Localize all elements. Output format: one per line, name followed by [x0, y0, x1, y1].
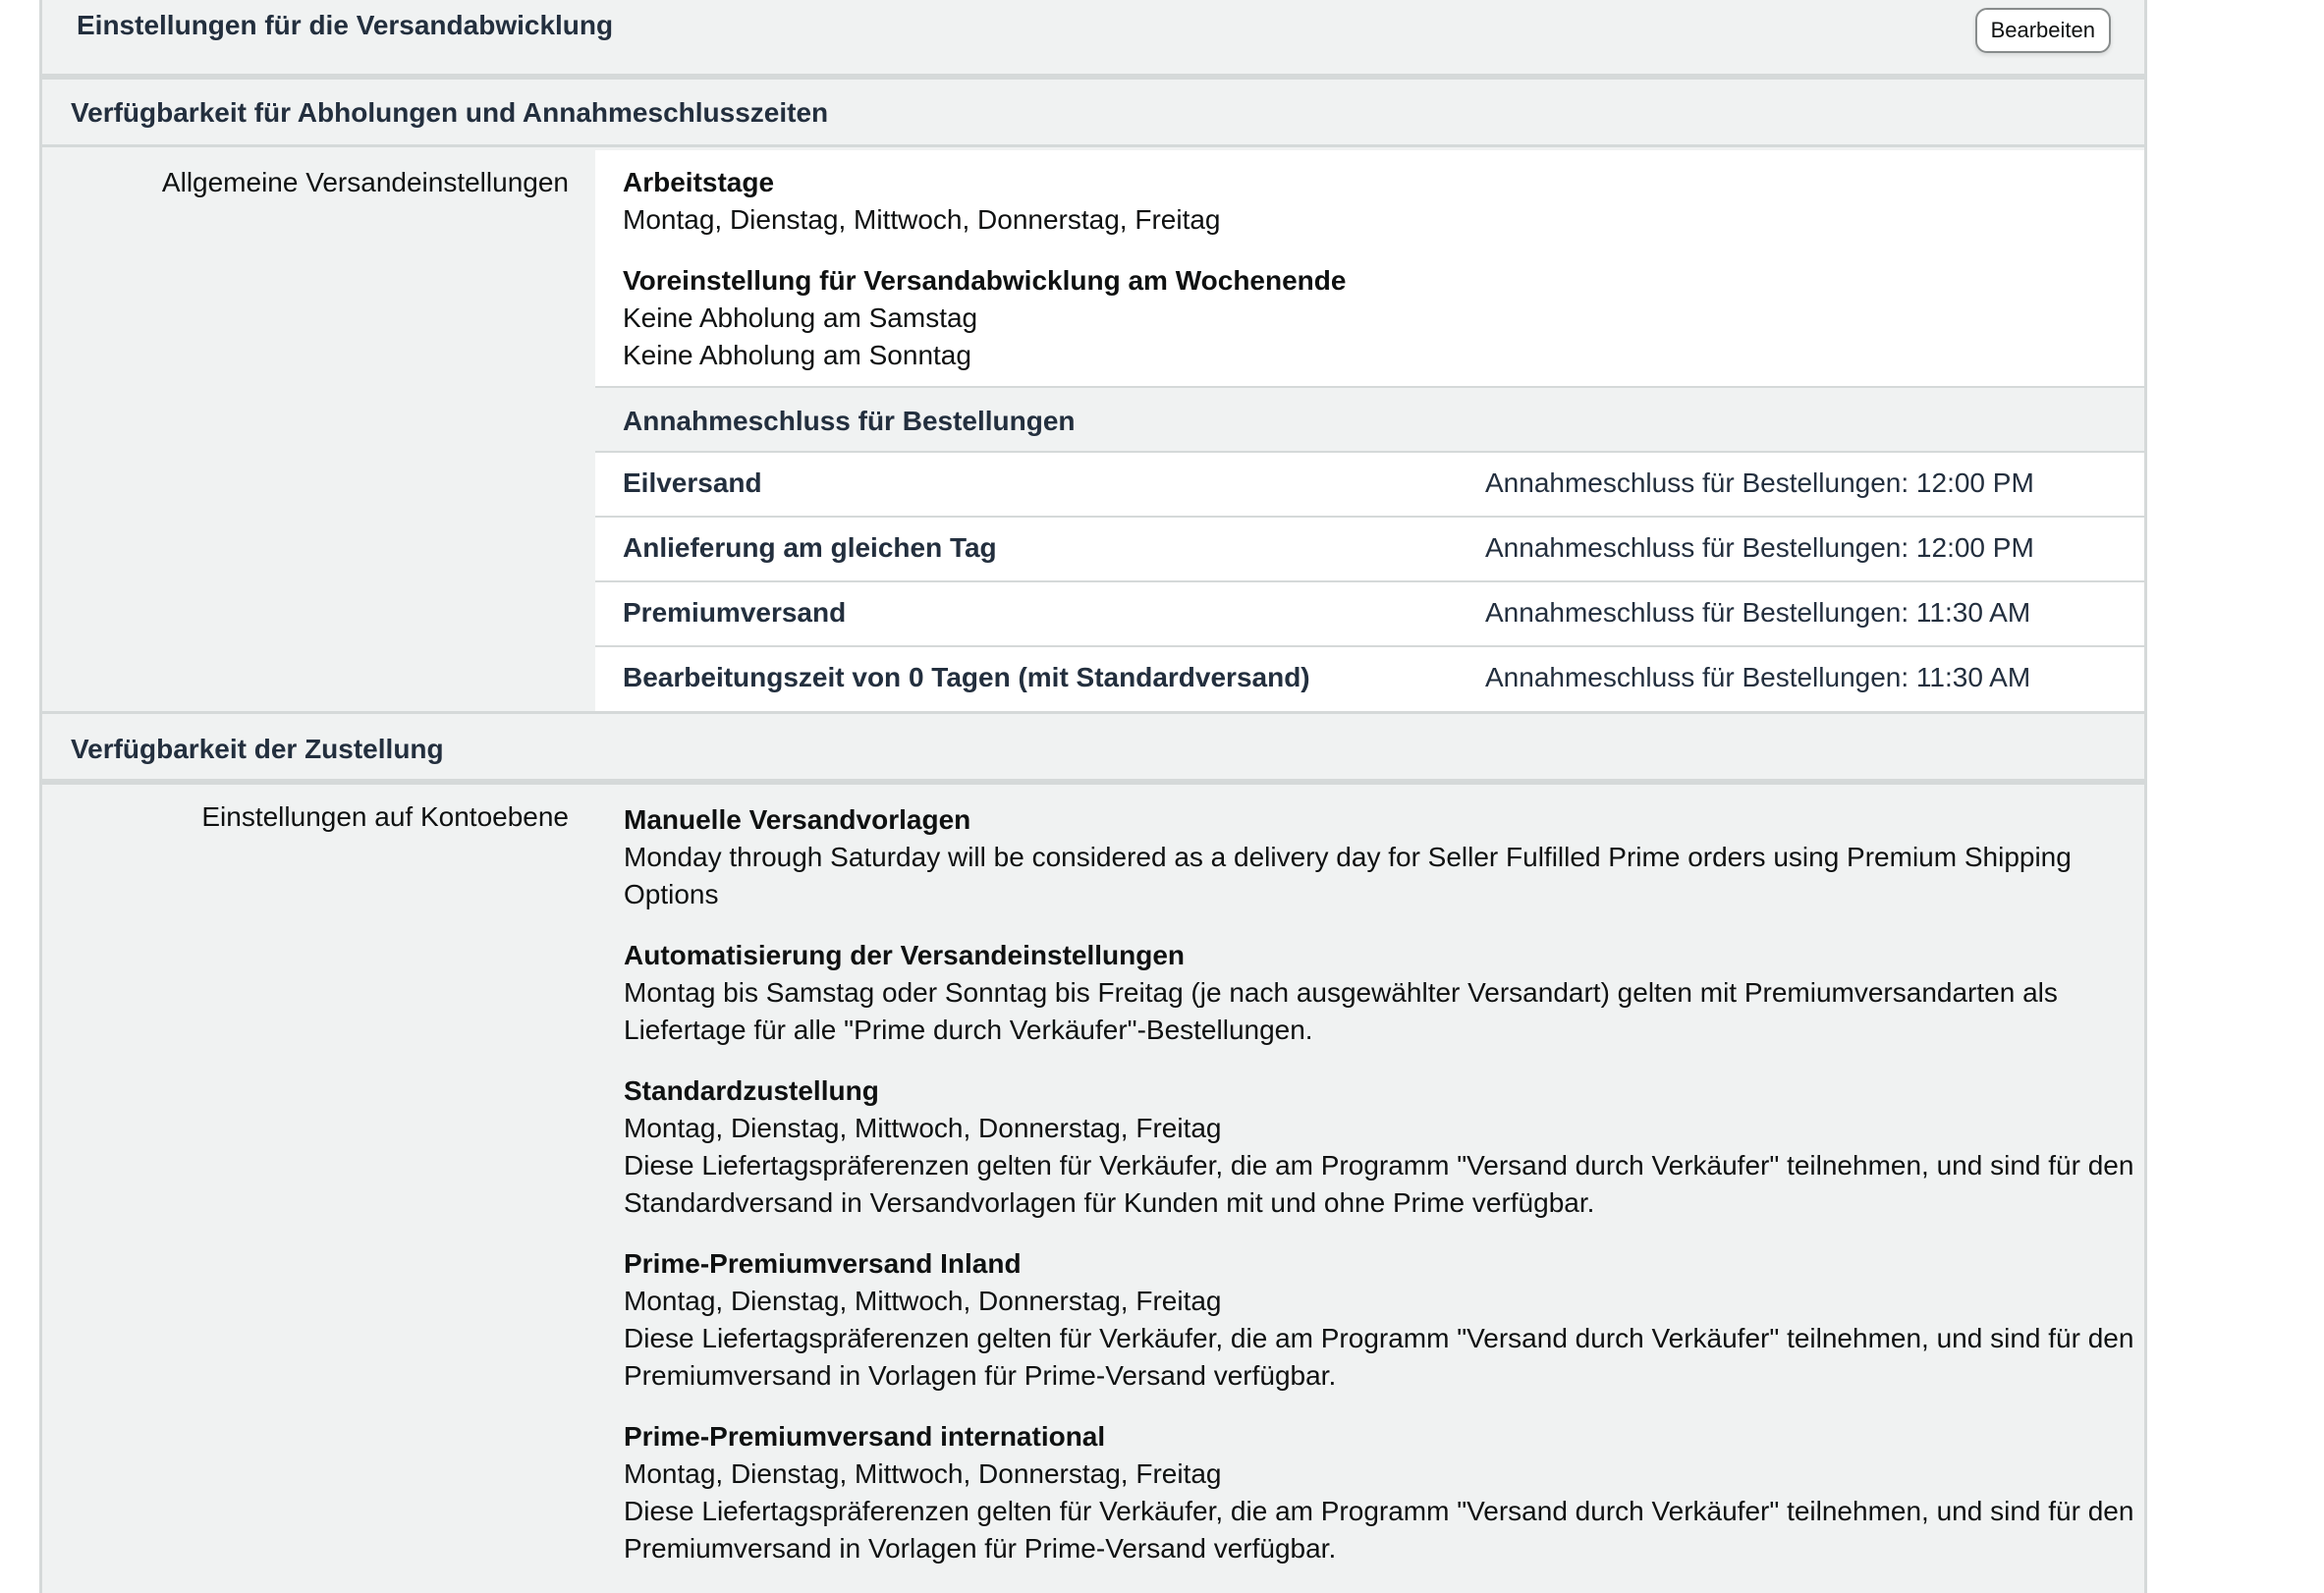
- delivery-block-days: Montag, Dienstag, Mittwoch, Donnerstag, Freitag: [624, 1458, 1222, 1489]
- delivery-block-title: Automatisierung der Versandeinstellungen: [624, 940, 1186, 970]
- divider: [42, 782, 2144, 785]
- cutoff-row-value: Annahmeschluss für Bestellungen: 11:30 AM: [1485, 597, 2031, 628]
- delivery-block: [624, 1418, 2171, 1567]
- delivery-block-title: Prime-Premiumversand Inland: [624, 1248, 1022, 1279]
- edit-button[interactable]: Bearbeiten: [1975, 8, 2111, 53]
- delivery-block-text: Diese Liefertagspräferenzen gelten für Verkäufer, die am Programm "Versand durch Verkäufer" teilnehmen, und sind für den Premiumversand in Vorlagen für Prime-Versand verfügbar.: [624, 1323, 2134, 1391]
- shipping-settings-panel: [39, 0, 2147, 1593]
- cutoff-row-name: Bearbeitungszeit von 0 Tagen (mit Standardversand): [623, 662, 1310, 692]
- delivery-section-header: [42, 711, 2144, 782]
- delivery-block-text: Diese Liefertagspräferenzen gelten für Verkäufer, die am Programm "Versand durch Verkäufer" teilnehmen, und sind für den Premiumversand in Vorlagen für Prime-Versand verfügbar.: [624, 1496, 2134, 1564]
- working-days-title: Arbeitstage: [623, 167, 775, 197]
- cutoff-row-name: Eilversand: [623, 467, 762, 498]
- delivery-block: [624, 801, 2171, 913]
- delivery-block: [624, 1245, 2171, 1395]
- cutoff-row-value: Annahmeschluss für Bestellungen: 12:00 PM: [1485, 532, 2034, 563]
- delivery-block-text: Montag bis Samstag oder Sonntag bis Freitag (je nach ausgewählter Versandart) gelten mit Premiumversandarten als Liefertage für alle "Prime durch Verkäufer"-Bestellungen.: [624, 977, 2058, 1045]
- weekend-sunday-value: Keine Abholung am Sonntag: [623, 340, 971, 370]
- cutoff-row-value: Annahmeschluss für Bestellungen: 12:00 PM: [1485, 467, 2034, 498]
- delivery-block-text: Diese Liefertagspräferenzen gelten für Verkäufer, die am Programm "Versand durch Verkäufer" teilnehmen, und sind für den Standardversand in Versandvorlagen für Kunden mit und ohne Prime verfügbar.: [624, 1150, 2134, 1218]
- general-shipping-settings-label: Allgemeine Versandeinstellungen: [161, 167, 569, 197]
- cutoff-row-value: Annahmeschluss für Bestellungen: 11:30 AM: [1485, 662, 2031, 692]
- panel-header: [42, 0, 2144, 77]
- cutoff-row: [595, 582, 2144, 647]
- account-level-settings-label: Einstellungen auf Kontoebene: [201, 801, 569, 832]
- delivery-block-days: Montag, Dienstag, Mittwoch, Donnerstag, Freitag: [624, 1286, 1222, 1316]
- cutoff-header: [595, 386, 2144, 453]
- pickup-settings-details: [595, 150, 2144, 387]
- pickup-section-title: Verfügbarkeit für Abholungen und Annahmeschlusszeiten: [71, 97, 829, 128]
- delivery-block-days: Montag, Dienstag, Mittwoch, Donnerstag, Freitag: [624, 1113, 1222, 1143]
- working-days-value: Montag, Dienstag, Mittwoch, Donnerstag, Freitag: [623, 204, 1221, 235]
- delivery-block-title: Standardzustellung: [624, 1075, 879, 1106]
- delivery-block: [624, 937, 2171, 1049]
- page-title: Einstellungen für die Versandabwicklung: [77, 10, 614, 40]
- cutoff-title: Annahmeschluss für Bestellungen: [623, 406, 1076, 436]
- cutoff-row: [595, 453, 2144, 518]
- pickup-section-header: [42, 77, 2144, 147]
- cutoff-row-name: Anlieferung am gleichen Tag: [623, 532, 997, 563]
- delivery-settings-details: [624, 801, 2171, 1591]
- delivery-section-title: Verfügbarkeit der Zustellung: [71, 734, 444, 764]
- delivery-block-text: Monday through Saturday will be considered as a delivery day for Seller Fulfilled Prime orders using Premium Shipping Options: [624, 842, 2072, 909]
- cutoff-row-name: Premiumversand: [623, 597, 847, 628]
- cutoff-row: [595, 647, 2144, 712]
- weekend-saturday-value: Keine Abholung am Samstag: [623, 302, 978, 333]
- delivery-block-title: Prime-Premiumversand international: [624, 1421, 1106, 1452]
- weekend-settings-title: Voreinstellung für Versandabwicklung am Wochenende: [623, 265, 1347, 296]
- delivery-block-title: Manuelle Versandvorlagen: [624, 804, 971, 835]
- cutoff-row: [595, 518, 2144, 582]
- delivery-block: [624, 1072, 2171, 1222]
